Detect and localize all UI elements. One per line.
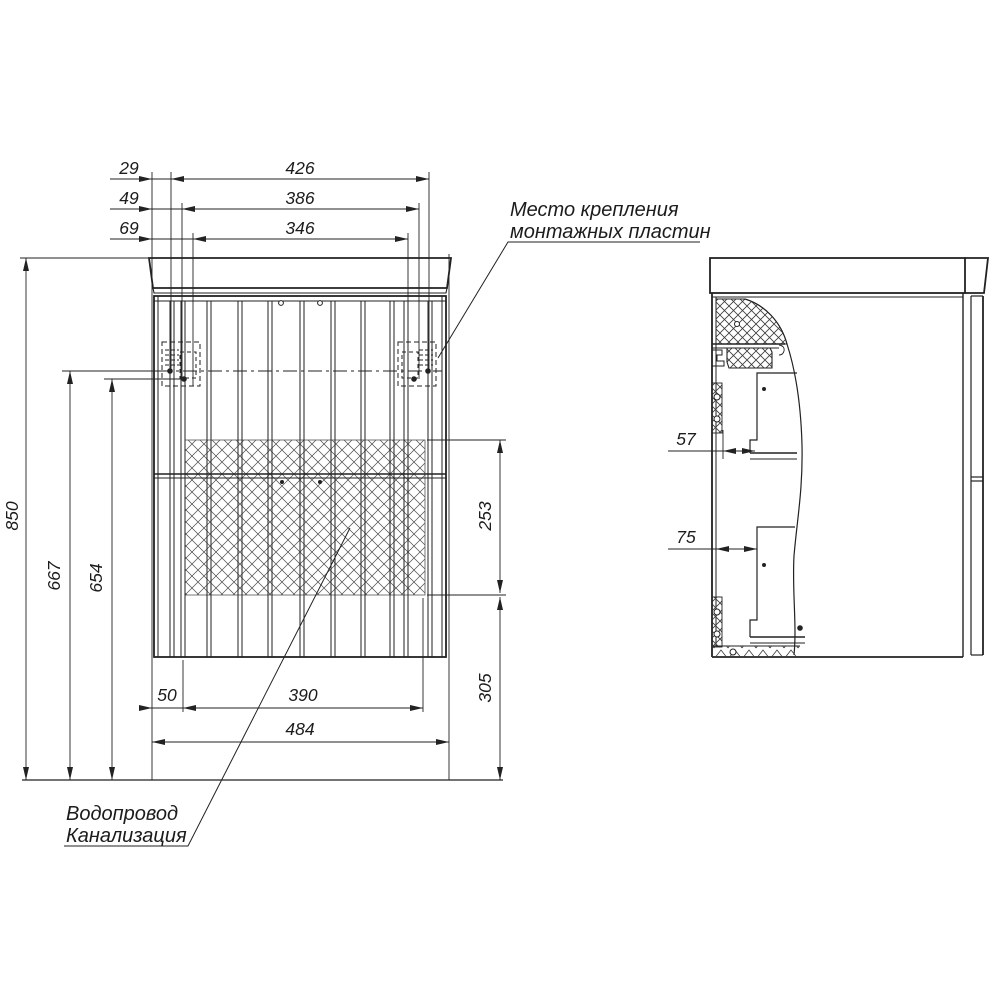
dim-654: 654 [86, 563, 106, 593]
back-rail-upper [712, 383, 722, 433]
dim-69: 69 [119, 218, 139, 238]
dim-346: 346 [285, 218, 315, 238]
mounting-plates-label-line1: Место крепления [510, 199, 679, 221]
dim-850: 850 [2, 501, 22, 531]
dim-484: 484 [285, 719, 315, 739]
dim-386: 386 [285, 188, 315, 208]
dim-305: 305 [475, 673, 495, 703]
dim-75: 75 [676, 527, 696, 547]
dim-390: 390 [288, 685, 318, 705]
bottom-strip [712, 646, 800, 657]
dim-426: 426 [285, 158, 315, 178]
water-supply-label: Водопровод [66, 803, 179, 825]
dim-667: 667 [44, 561, 64, 591]
dim-49: 49 [119, 188, 139, 208]
sewerage-label: Канализация [66, 825, 187, 847]
dim-29: 29 [119, 158, 139, 178]
service-opening-hatch [185, 440, 425, 595]
back-rail-lower [712, 597, 722, 647]
mounting-plates-label-line2: монтажных пластин [510, 221, 711, 243]
dim-50: 50 [157, 685, 177, 705]
dim-253: 253 [475, 501, 495, 531]
dim-57: 57 [676, 429, 696, 449]
